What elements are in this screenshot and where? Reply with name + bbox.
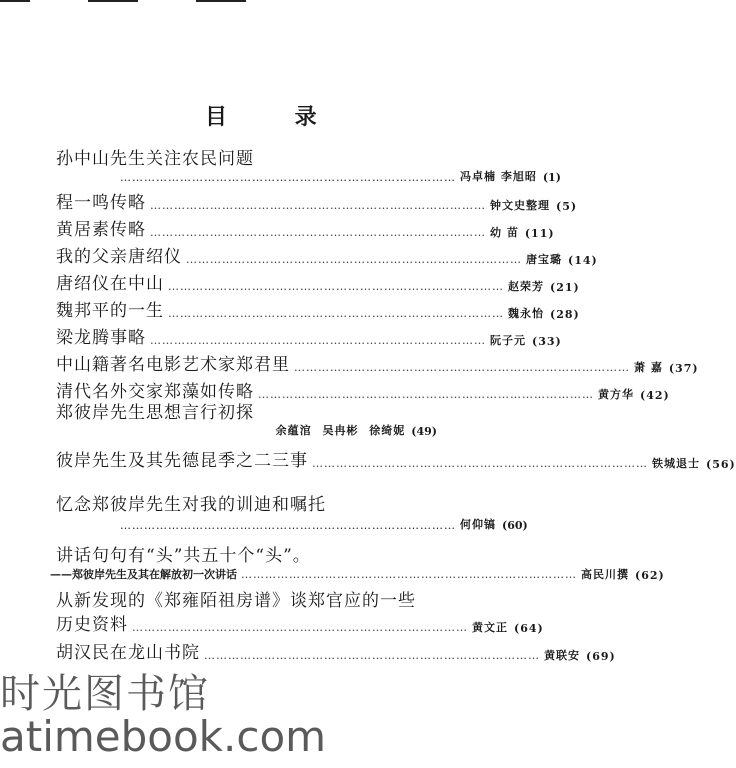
toc-entry (56, 350, 699, 375)
toc-entry (56, 610, 544, 635)
leader-dots: ………………………………………………………………………… (294, 361, 630, 374)
toc-entry-page: (21) (550, 281, 580, 294)
toc-entry (56, 215, 555, 240)
toc-entry-author: 唐宝璐 (526, 253, 562, 266)
toc-entry-author: 黄文正 (472, 621, 508, 634)
toc-entry-author: 黄方华 (598, 388, 634, 401)
toc-entry-author: 何仰镐 (460, 518, 496, 531)
toc-entry-author: 铁城退士 (652, 457, 700, 470)
toc-entry (56, 446, 736, 471)
leader-dots: ………………………………………………………………………… (186, 253, 522, 266)
toc-entry-page: (56) (706, 458, 736, 471)
toc-entry (56, 638, 616, 663)
toc-entry-author: 冯卓楠 李旭昭 (460, 170, 537, 183)
toc-entry (120, 168, 561, 184)
toc-entry-title: 胡汉民在龙山书院 (56, 643, 200, 663)
toc-entry-author: 魏永怡 (508, 307, 544, 320)
toc-entry (56, 296, 580, 321)
toc-entry-page: (60) (502, 519, 528, 532)
toc-entry-title: 魏邦平的一生 (56, 301, 164, 321)
toc-entry-author: 余蕴涫 吴冉彬 徐绮妮 (275, 424, 406, 437)
toc-entry-page: (14) (568, 254, 598, 267)
leader-dots: ………………………………………………………………………… (120, 519, 456, 532)
toc-entry-page: (28) (550, 308, 580, 321)
toc-entry-page: (11) (524, 227, 555, 240)
toc-entry-title: 忆念郑彼岸先生对我的训迪和嘱托 (56, 495, 326, 515)
toc-entry-title-cont: 历史资料 (56, 615, 128, 635)
toc-entry (50, 566, 665, 582)
leader-dots: ………………………………………………………………………… (120, 171, 456, 184)
toc-entry (56, 269, 580, 294)
top-edge-mark (0, 0, 30, 2)
toc-entry-page: (49) (411, 425, 437, 438)
toc-entry (56, 323, 562, 348)
toc-entry-page: (42) (640, 389, 670, 402)
toc-entry-title: 讲话句句有“头”共五十个“头”。 (56, 546, 311, 566)
toc-entry-author: 高民川撰 (581, 568, 629, 581)
leader-dots: ………………………………………………………………………… (150, 226, 486, 239)
toc-entry-title: 黄居素传略 (56, 220, 146, 240)
toc-entry-page: (37) (668, 362, 699, 375)
top-edge-mark (88, 0, 138, 2)
toc-entry-author: 黄联安 (544, 649, 580, 662)
toc-entry-author: 阮子元 (490, 334, 526, 347)
toc-entry-author: 赵荣芳 (508, 280, 544, 293)
toc-entry-title: 唐绍仪在中山 (56, 274, 164, 294)
leader-dots: ………………………………………………………………………… (150, 334, 486, 347)
top-edge-mark (196, 0, 246, 2)
toc-entry-author: 钟文史整理 (490, 199, 550, 212)
leader-dots: ………………………………………………………………………… (150, 199, 486, 212)
leader-dots: ………………………………………………………………………… (168, 307, 504, 320)
toc-entry-author: 萧 嘉 (634, 361, 663, 374)
toc-entry-page: (64) (514, 622, 544, 635)
toc-entry (120, 516, 528, 532)
leader-dots: ………………………………………………………………………… (312, 457, 648, 470)
toc-entry-page: (69) (586, 650, 616, 663)
toc-entry (56, 242, 598, 267)
toc-entry-page: (33) (532, 335, 562, 348)
toc-entry-page: (1) (542, 171, 561, 184)
toc-entry-title: 中山籍著名电影艺术家郑君里 (56, 355, 290, 375)
toc-entry-subtitle: ——郑彼岸先生及其在解放初一次讲话 (50, 568, 237, 581)
toc-entry (120, 422, 437, 438)
toc-entry-title: 郑彼岸先生思想言行初探 (56, 403, 254, 423)
toc-entry-title: 我的父亲唐绍仪 (56, 247, 182, 267)
toc-entry-page: (5) (556, 200, 578, 213)
toc-entry-title: 程一鸣传略 (56, 193, 146, 213)
leader-dots: ………………………………………………………………………… (132, 621, 468, 634)
toc-entry-title: 清代名外交家郑藻如传略 (56, 382, 254, 402)
watermark-url: atimebook.com (0, 712, 327, 761)
toc-entry (56, 188, 578, 213)
toc-entry-title: 梁龙腾事略 (56, 328, 146, 348)
toc-entry-author: 幼 苗 (490, 226, 519, 239)
watermark-cn: 时光图书馆 (0, 671, 210, 717)
leader-dots: ………………………………………………………………………… (241, 568, 577, 581)
leader-dots: ………………………………………………………………………… (168, 280, 504, 293)
toc-entry-title: 从新发现的《郑雍陌祖房谱》谈郑官应的一些 (56, 591, 416, 611)
leader-dots: ………………………………………………………………………… (258, 388, 594, 401)
toc-entry-title: 彼岸先生及其先德昆季之二三事 (56, 451, 308, 471)
leader-dots: ………………………………………………………………………… (204, 649, 540, 662)
toc-entry-title: 孙中山先生关注农民问题 (56, 149, 254, 169)
page-title: 目 录 (205, 105, 347, 130)
toc-entry-page: (62) (635, 569, 665, 582)
